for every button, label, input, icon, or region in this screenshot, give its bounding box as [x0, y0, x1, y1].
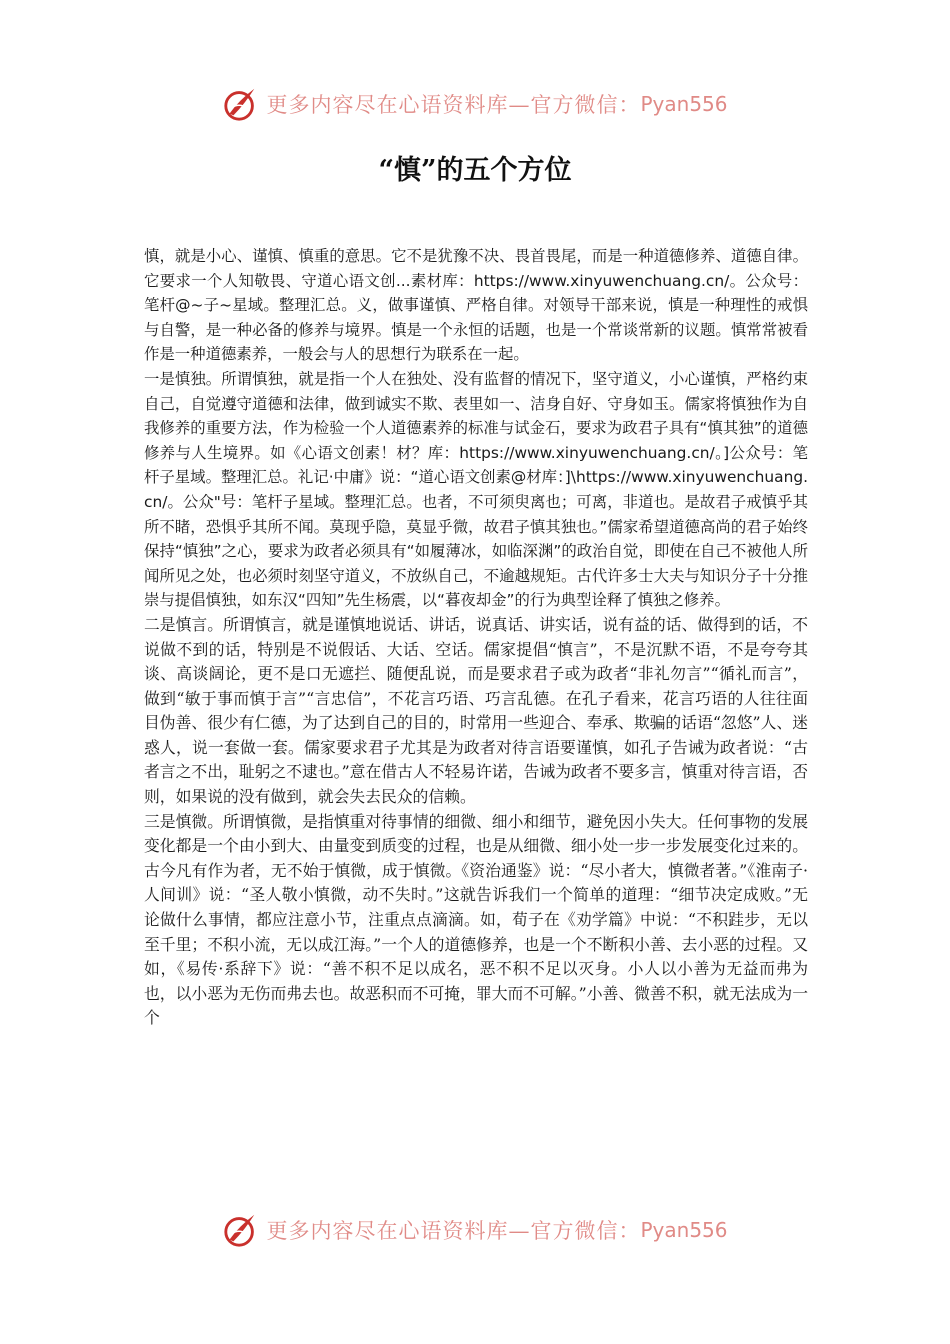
header-banner [0, 82, 950, 126]
article-body [144, 244, 808, 1031]
wechat-id: Pyan556 [640, 92, 728, 116]
brush-logo-icon [222, 85, 260, 123]
paragraph-shenyan: 二是慎言。所谓慎言，就是谨慎地说话、讲话，说真话、讲实话，说有益的话、做得到的话，不说做不到的话，特别是不说假话、大话、空话。儒家提倡“慎言”，不是沉默不语，不是夸夸其谈、高谈阔论，更不是口无遮拦、随便乱说，而是要求君子或为政者“非礼勿言”“循礼而言”，做到“敏于事而慎于言”“言忠信”，不花言巧语、巧言乱德。在孔子看来，花言巧语的人往往面目伪善、很少有仁德，为了达到自己的目的，时常用一些迎合、奉承、欺骗的话语“忽悠”人、迷惑人，说一套做一套。儒家要求君子尤其是为政者对待言语要谨慎，如孔子告诫为政者说：“古者言之不出，耻躬之不逮也。”意在借古人不轻易许诺，告诫为政者不要多言，慎重对待言语，否则，如果说的没有做到，就会失去民众的信赖。 [144, 614, 808, 807]
paragraph-shendu: 一是慎独。所谓慎独，就是指一个人在独处、没有监督的情况下，坚守道义，小心谨慎，严格约束自己，自觉遵守道德和法律，做到诚实不欺、表里如一、洁身自好、守身如玉。儒家将慎独作为自我修养的重要方法，作为检验一个人道德素养的标准与试金石，要求为政君子具有“慎其独”的道德修养与人生境界。如《心语文创素！材？库：https://www.xinyuwenchuang.cn/。]公众号：笔杆子星域。整理汇总。礼记·中庸》说：“道心语文创素@材库：]\https://www.xinyuwenchuang.cn/。公众"号：笔杆子星域。整理汇总。也者，不可须臾离也；可离，非道也。是故君子戒慎乎其所不睹，恐惧乎其所不闻。莫现乎隐，莫显乎微，故君子慎其独也。”儒家希望道德高尚的君子始终保持“慎独”之心，要求为政者必须具有“如履薄冰，如临深渊”的政治自觉，即使在自己不被他人所闻所见之处，也必须时刻坚守道义，不放纵自己，不逾越规矩。古代许多士大夫与知识分子十分推崇与提倡慎独，如东汉“四知”先生杨震，以“暮夜却金”的行为典型诠释了慎独之修养。 [144, 369, 808, 610]
brush-logo-icon [222, 1211, 260, 1249]
banner-text: 更多内容尽在心语资料库—官方微信： [266, 1219, 641, 1243]
banner-text: 更多内容尽在心语资料库—官方微信： [266, 93, 641, 117]
page-title: “慎”的五个方位 [378, 155, 572, 186]
paragraph-shenwei: 三是慎微。所谓慎微，是指慎重对待事情的细微、细小和细节，避免因小失大。任何事物的发展变化都是一个由小到大、由量变到质变的过程，也是从细微、细小处一步一步发展变化过来的。古今凡有作为者，无不始于慎微，成于慎微。《资治通鉴》说：“尽小者大，慎微者著。”《淮南子·人间训》说：“圣人敬小慎微，动不失时。”这就告诉我们一个简单的道理：“细节决定成败。”无论做什么事情，都应注意小节，注重点点滴滴。如，荀子在《劝学篇》中说：“不积跬步，无以至千里；不积小流，无以成江海。”一个人的道德修养，也是一个不断积小善、去小恶的过程。又如，《易传·系辞下》说：“善不积不足以成名，恶不积不足以灭身。小人以小善为无益而弗为也，以小恶为无伤而弗去也。故恶积而不可掩，罪大而不可解。”小善、微善不积，就无法成为一个 [144, 811, 808, 1028]
wechat-id: Pyan556 [640, 1218, 728, 1242]
paragraph-intro: 慎，就是小心、谨慎、慎重的意思。它不是犹豫不决、畏首畏尾，而是一种道德修养、道德自律。它要求一个人知敬畏、守道心语文创...素材库：https://www.xinyuwenchuang.cn/。公众号：笔杆@~子~星域。整理汇总。义，做事谨慎、严格自律。对领导干部来说，慎是一种理性的戒惧与自警，是一种必备的修养与境界。慎是一个永恒的话题，也是一个常谈常新的议题。慎常常被看作是一种道德素养，一般会与人的思想行为联系在一起。 [144, 247, 808, 364]
footer-banner [0, 1208, 950, 1252]
